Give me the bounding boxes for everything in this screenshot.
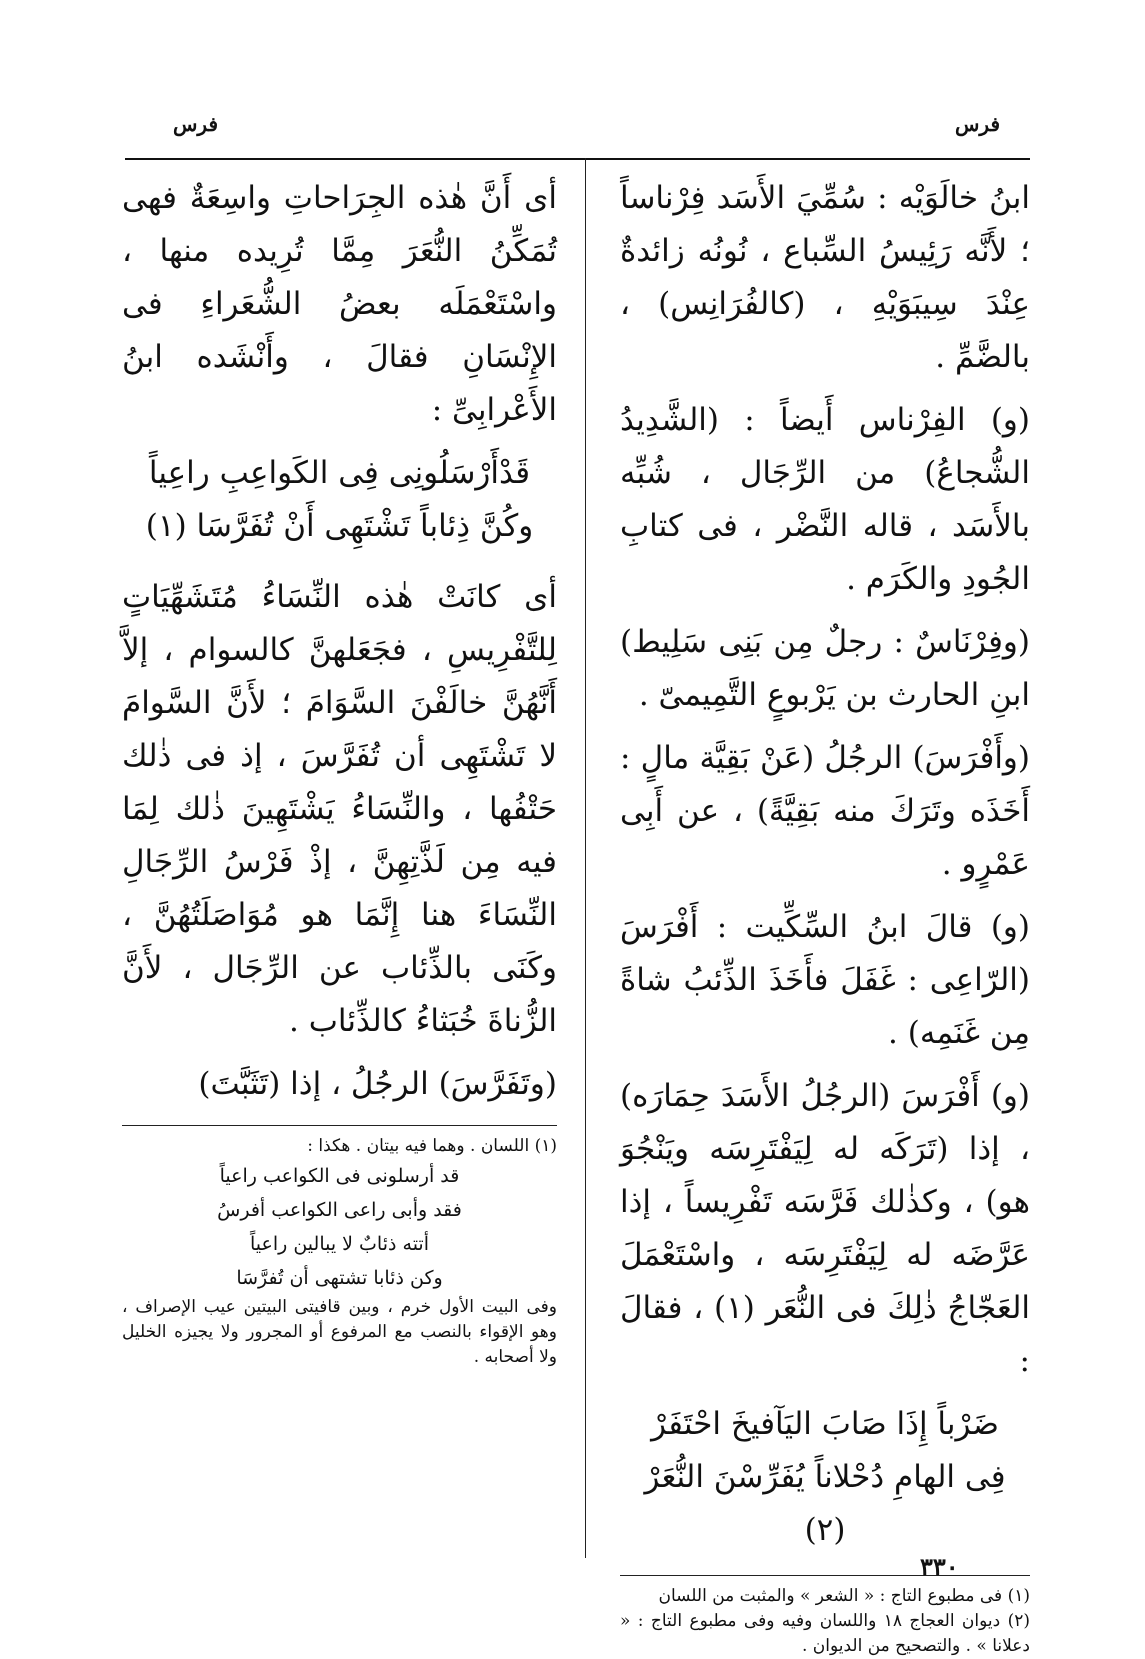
footnotes <box>122 1134 557 1370</box>
entry-paragraph: (وفِرْنَاسٌ : رجلٌ مِن بَنِى سَلِيط) ابنِ الحارث بن يَرْبوعٍ التَّمِيمىّ . <box>620 624 1030 713</box>
right-column <box>620 172 1030 1659</box>
entry-paragraph: (و) قالَ ابنُ السِّكِّيت : أَفْرَسَ (الرّاعِى : غَفَلَ فأَخَذَ الذِّئبُ شاةً مِن غَنَمِه) . <box>620 909 1030 1051</box>
footnotes <box>620 1584 1030 1659</box>
verse-line: ضَرْباً إِذَا صَابَ اليَآفيخَ احْتَفَرْ <box>651 1406 999 1442</box>
left-column <box>122 172 557 1370</box>
verse-block <box>122 447 557 553</box>
entry-paragraph: (و) الفِرْناس أَيضاً : (الشَّدِيدُ الشُّجاعُ) من الرِّجَال ، شُبِّه بالأَسَد ، قاله النَّضْر ، فى كتابِ الجُودِ والكَرَم . <box>620 402 1030 597</box>
entry-paragraph: (و) أَفْرَسَ (الرجُلُ الأَسَدَ حِمَارَه) ، إذا (تَرَكَه له لِيَفْتَرِسَه ويَنْجُوَ هو) ، وكذٰلك فَرَّسَه تَفْرِيساً ، إذا عَرَّضَه له لِيَفْتَرِسَه ، واسْتَعْمَلَ العَجّاجُ ذٰلِكَ فى النُّعَر (١) ، فقالَ : <box>620 1078 1031 1379</box>
verse-line: قَدْأَرْسَلُونِى فِى الكَواعِبِ راعِياً <box>148 455 531 491</box>
footnote: وفى البيت الأول خرم ، وبين قافيتى البيتين عيب الإصراف ، وهو الإقواء بالنصب مع المرفوع أو المجرور ولا يجيزه الخليل ولا أصحابه . <box>122 1297 557 1367</box>
footnote: (١) اللسان . وهما فيه بيتان . هكذا : <box>307 1136 557 1156</box>
verse-block <box>620 1398 1030 1557</box>
footnote: (٢) ديوان العجاج ١٨ واللسان وفيه وفى مطبوع التاج : « دعلانا » . والتصحيح من الديوان . <box>620 1611 1031 1656</box>
entry-paragraph: ابنُ خالَوَيْه : سُمِّيَ الأَسَد فِرْناساً ؛ لأَنَّه رَئِيسُ السِّباع ، نُونُه زائدةٌ عِنْدَ سِيبَوَيْهِ ، (كالفُرَانِس) ، بالضَّمِّ . <box>620 180 1030 375</box>
footnote-poem-line: أتته ذئابٌ لا يبالين راعياً <box>249 1233 429 1255</box>
column-divider <box>585 158 586 1558</box>
footnote: (١) فى مطبوع التاج : « الشعر » والمثبت من اللسان <box>658 1586 1030 1606</box>
footnote-rule <box>122 1125 557 1126</box>
running-head-right: فرس <box>955 112 1001 136</box>
running-head-left: فرس <box>173 112 219 136</box>
footnote-poem-line: فقد وأبى راعى الكواعب أفرسُ <box>217 1199 462 1221</box>
footnote-poem-line: قد أرسلونى فى الكواعب راعياً <box>219 1165 460 1187</box>
entry-paragraph: (وتَفَرَّسَ) الرجُلُ ، إذا (تَثَبَّتَ) <box>198 1066 557 1102</box>
verse-line: فِى الهامِ دُحْلاناً يُفَرِّسْنَ النُّعَرْ (٢) <box>644 1459 1006 1548</box>
entry-paragraph: أى أَنَّ هٰذه الجِرَاحاتِ واسِعَةٌ فهى تُمَكِّنُ النُّعَرَ مِمَّا تُرِيده منها ، واسْتَعْمَلَه بعضُ الشُّعَراءِ فى الإِنْسَانِ فقالَ ، وأَنْشَده ابنُ الأَعْرابِىِّ : <box>122 180 557 428</box>
entry-paragraph: أى كانَتْ هٰذه النِّسَاءُ مُتَشَهِّيَاتٍ لِلتَّفْرِيسِ ، فجَعَلهنَّ كالسوام ، إلاَّ أَنَّهُنَّ خالَفْنَ السَّوَامَ ؛ لأَنَّ السَّوامَ لا تَشْتَهِى أن تُفَرَّسَ ، إذ فى ذٰلك حَتْفُها ، والنِّسَاءُ يَشْتَهِينَ ذٰلك لِمَا فيه مِن لَذَّتِهِنَّ ، إذْ فَرْسُ الرِّجَالِ النِّسَاءَ هنا إِنَّمَا هو مُوَاصَلَتُهُنَّ ، وكَنَى بالذِّئاب عن الرِّجَال ، لأَنَّ الزُّناةَ خُبَثاءُ كالذِّئاب . <box>122 579 557 1039</box>
footnote-poem <box>122 1159 557 1295</box>
entry-paragraph: (وأَفْرَسَ) الرجُلُ (عَنْ بَقِيَّة مالٍ : أَخَذَه وتَرَكَ منه بَقِيَّةً) ، عن أَبِى عَمْرٍو . <box>620 740 1030 882</box>
verse-line: وكُنَّ ذِئاباً تَشْتَهِى أَنْ تُفَرَّسَا (١) <box>145 508 534 544</box>
header-rule <box>125 158 1030 160</box>
page-number: ٣٣٠ <box>920 1552 959 1581</box>
footnote-rule <box>620 1575 1030 1576</box>
footnote-poem-line: وكن ذئابا تشتهى أن تُفرَّسَا <box>236 1267 443 1289</box>
